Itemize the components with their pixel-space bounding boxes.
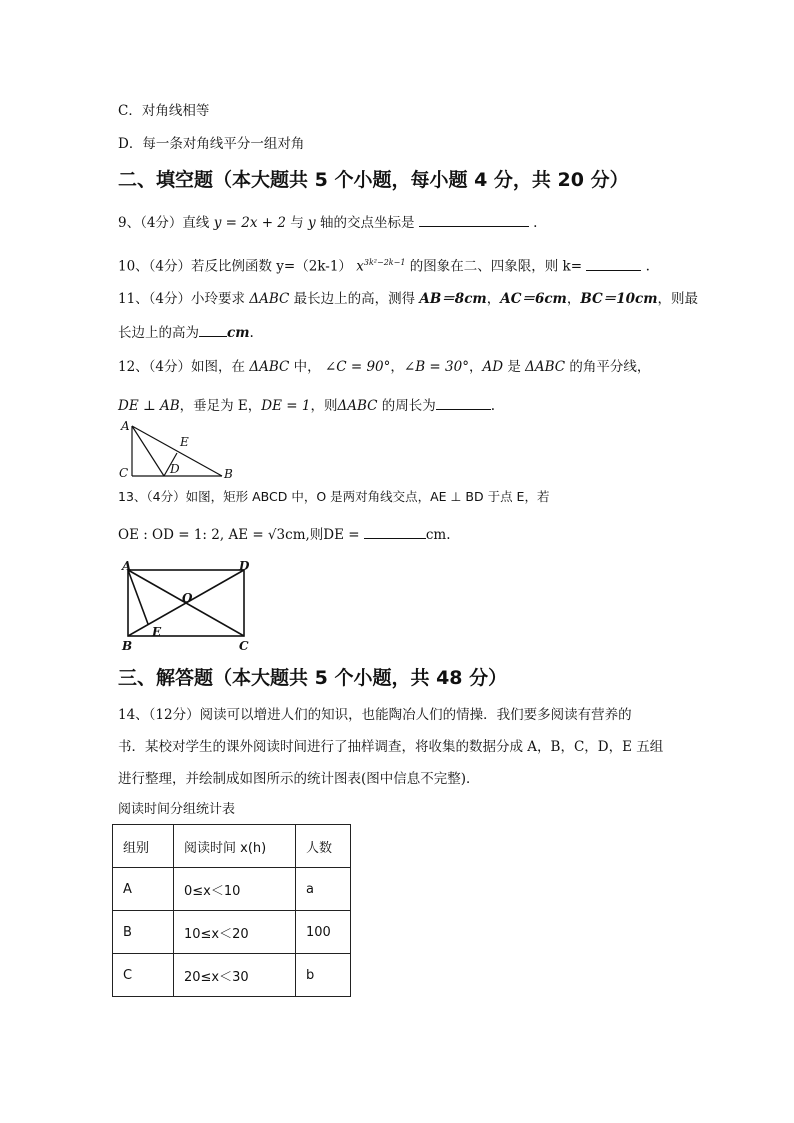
q12-ad: AD bbox=[482, 359, 504, 375]
reading-time-table bbox=[112, 824, 351, 997]
triangle-figure-q12 bbox=[112, 416, 242, 484]
question-13-line-2 bbox=[118, 524, 451, 544]
q13-answer-blank bbox=[364, 524, 426, 539]
q12-triangle: ΔABC bbox=[249, 359, 290, 375]
q12-text-d: 的角平分线， bbox=[569, 359, 651, 375]
table-row bbox=[113, 954, 351, 997]
q11-text-b: 最长边上的高，测得 bbox=[293, 291, 416, 307]
table-header-cell: 阅读时间 x(h) bbox=[174, 825, 296, 868]
q13-condition: OE : OD = 1: 2, AE = √3cm,则DE = bbox=[118, 527, 360, 543]
q12-end: . bbox=[490, 398, 496, 414]
q11-answer-blank bbox=[199, 322, 227, 337]
table-cell: C bbox=[113, 954, 174, 997]
option-c: C．对角线相等 bbox=[118, 103, 210, 119]
question-11-line-2 bbox=[118, 322, 254, 342]
table-cell: a bbox=[296, 868, 351, 911]
table-header-cell: 组别 bbox=[113, 825, 174, 868]
q13-unit: cm. bbox=[425, 527, 451, 543]
question-13-line-1: 13、（4分）如图，矩形 ABCD 中，O 是两对角线交点，AE ⊥ BD 于点 E，若 bbox=[118, 489, 550, 504]
table-header-cell: 人数 bbox=[296, 825, 351, 868]
q11-unit: cm bbox=[227, 325, 250, 341]
fig13-label-c: C bbox=[239, 639, 249, 653]
question-9 bbox=[118, 212, 537, 232]
fig13-label-d: D bbox=[239, 559, 250, 573]
q10-text: 的图象在二、四象限，则 k= bbox=[409, 258, 583, 275]
q12-sep-2: ， bbox=[468, 359, 483, 375]
q11-measure-bc: BC＝10cm bbox=[580, 291, 658, 307]
table-cell: 10≤x＜20 bbox=[174, 911, 296, 954]
q11-text-d: 长边上的高为 bbox=[118, 325, 199, 341]
q12-text-g: 的周长为 bbox=[381, 398, 436, 414]
fig12-label-c: C bbox=[119, 466, 129, 480]
q12-answer-blank bbox=[436, 395, 491, 410]
table-row bbox=[113, 911, 351, 954]
q9-end: . bbox=[533, 215, 538, 231]
table-row bbox=[113, 868, 351, 911]
q12-sep: ， bbox=[390, 359, 404, 375]
question-14-line-1: 14、（12分）阅读可以增进人们的知识，也能陶冶人们的情操．我们要多阅读有营养的 bbox=[118, 707, 632, 723]
fig13-label-o: O bbox=[182, 591, 193, 605]
fig12-label-a: A bbox=[121, 419, 130, 433]
q10-end: . bbox=[645, 258, 650, 275]
q12-text-c: 是 bbox=[507, 359, 521, 375]
q12-triangle-3: ΔABC bbox=[337, 398, 378, 414]
section-3-heading: 三、解答题（本大题共 5 个小题，共 48 分） bbox=[118, 667, 508, 689]
q12-angle-b: ∠B = 30° bbox=[403, 359, 469, 375]
q12-angle-c: ∠C = 90° bbox=[324, 359, 391, 375]
q9-text: 轴的交点坐标是 bbox=[319, 215, 415, 231]
table-caption: 阅读时间分组统计表 bbox=[118, 802, 236, 817]
table-cell: B bbox=[113, 911, 174, 954]
fig13-label-a: A bbox=[122, 559, 132, 573]
q12-text-b: 中， bbox=[293, 359, 321, 375]
q9-answer-blank bbox=[419, 212, 529, 227]
table-cell: 100 bbox=[296, 911, 351, 954]
q12-triangle-2: ΔABC bbox=[525, 359, 566, 375]
q12-text-e: ，垂足为 E， bbox=[179, 398, 262, 414]
q11-end: . bbox=[249, 325, 254, 341]
table-cell: b bbox=[296, 954, 351, 997]
table-cell: 0≤x＜10 bbox=[174, 868, 296, 911]
q12-de-value: DE = 1 bbox=[261, 398, 311, 414]
rectangle-figure-q13 bbox=[112, 558, 262, 658]
question-14-line-3: 进行整理，并绘制成如图所示的统计图表(图中信息不完整)． bbox=[118, 771, 480, 787]
q11-triangle: ΔABC bbox=[249, 291, 290, 307]
fig12-label-b: B bbox=[224, 467, 233, 481]
q9-number: 9、（4分）直线 bbox=[118, 215, 210, 231]
question-12-line-2 bbox=[118, 395, 495, 415]
q10-base: x bbox=[356, 258, 364, 275]
q12-text-f: ，则 bbox=[310, 398, 338, 414]
option-d: D．每一条对角线平分一组对角 bbox=[118, 136, 305, 152]
q11-text-a: 11、（4分）小玲要求 bbox=[118, 291, 246, 307]
q12-text-a: 12、（4分）如图，在 bbox=[118, 359, 246, 375]
q11-measure-ab: AB＝8cm bbox=[419, 291, 487, 307]
question-14-line-2: 书．某校对学生的课外阅读时间进行了抽样调查，将收集的数据分成 A，B，C，D，E 五组 bbox=[118, 739, 664, 755]
q9-equation: y = 2x + 2 bbox=[213, 215, 286, 231]
q10-answer-blank bbox=[586, 256, 641, 271]
fig13-label-b: B bbox=[122, 639, 133, 653]
q11-sep-1: ， bbox=[486, 291, 501, 307]
question-10 bbox=[118, 254, 650, 276]
fig13-label-e: E bbox=[152, 625, 162, 639]
table-cell: A bbox=[113, 868, 174, 911]
table-header-row bbox=[113, 825, 351, 868]
question-11-line-1 bbox=[118, 290, 698, 308]
q10-number: 10、（4分）若反比例函数 y=（2k-1） bbox=[118, 258, 352, 275]
question-12-line-1 bbox=[118, 358, 650, 376]
q11-measure-ac: AC＝6cm bbox=[500, 291, 567, 307]
q11-text-c: ，则最 bbox=[657, 291, 699, 307]
q9-var: y bbox=[308, 215, 316, 231]
q10-exponent: 3k²−2k−1 bbox=[363, 258, 406, 267]
q12-de-perp: DE ⊥ AB bbox=[118, 398, 180, 414]
fig12-label-d: D bbox=[170, 462, 180, 476]
fig12-label-e: E bbox=[180, 435, 189, 449]
q11-sep-2: ， bbox=[566, 291, 581, 307]
section-2-heading: 二、填空题（本大题共 5 个小题，每小题 4 分，共 20 分） bbox=[118, 169, 629, 191]
q9-mid: 与 bbox=[290, 215, 304, 231]
table-cell: 20≤x＜30 bbox=[174, 954, 296, 997]
